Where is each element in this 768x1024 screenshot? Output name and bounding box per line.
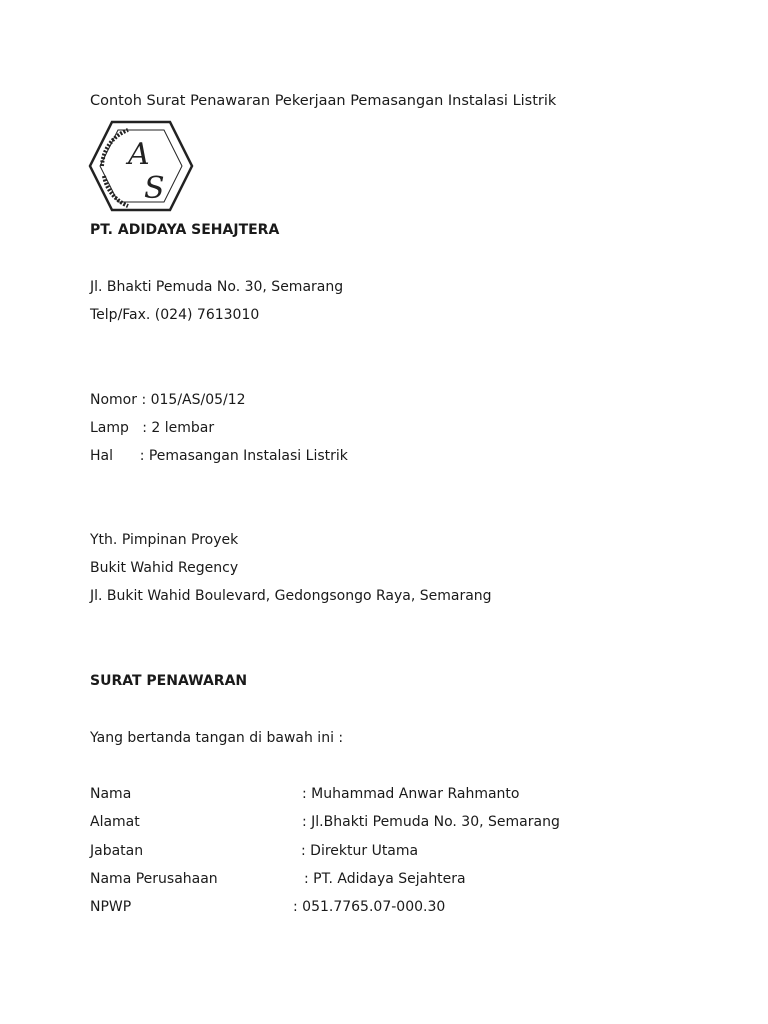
field-label-perusahaan: Nama Perusahaan (90, 871, 218, 887)
svg-text:A: A (128, 137, 150, 172)
section-heading: SURAT PENAWARAN (90, 673, 248, 689)
company-name: PT. ADIDAYA SEHAJTERA (90, 222, 280, 238)
field-value-npwp: : 051.7765.07-000.30 (293, 899, 446, 915)
field-value-perusahaan: : PT. Adidaya Sejahtera (304, 871, 466, 887)
document-title: Contoh Surat Penawaran Pekerjaan Pemasangan Instalasi Listrik (90, 93, 557, 109)
field-value-nama: : Muhammad Anwar Rahmanto (302, 786, 520, 802)
company-logo-icon (88, 118, 194, 214)
recipient-line-3: Jl. Bukit Wahid Boulevard, Gedongsongo Raya, Semarang (90, 588, 492, 604)
field-label-npwp: NPWP (90, 899, 132, 915)
recipient-line-2: Bukit Wahid Regency (90, 560, 239, 576)
letter-subject: Hal : Pemasangan Instalasi Listrik (90, 448, 348, 464)
svg-text:S: S (144, 171, 165, 206)
field-label-jabatan: Jabatan (90, 843, 144, 859)
field-value-alamat: : Jl.Bhakti Pemuda No. 30, Semarang (302, 814, 560, 830)
field-label-nama: Nama (90, 786, 132, 802)
field-label-alamat: Alamat (90, 814, 140, 830)
letter-number: Nomor : 015/AS/05/12 (90, 392, 246, 408)
company-phone: Telp/Fax. (024) 7613010 (90, 307, 260, 323)
intro-text: Yang bertanda tangan di bawah ini : (90, 730, 344, 746)
recipient-line-1: Yth. Pimpinan Proyek (90, 532, 239, 548)
field-value-jabatan: : Direktur Utama (301, 843, 419, 859)
company-address: Jl. Bhakti Pemuda No. 30, Semarang (90, 279, 344, 295)
letter-attachment: Lamp : 2 lembar (90, 420, 215, 436)
